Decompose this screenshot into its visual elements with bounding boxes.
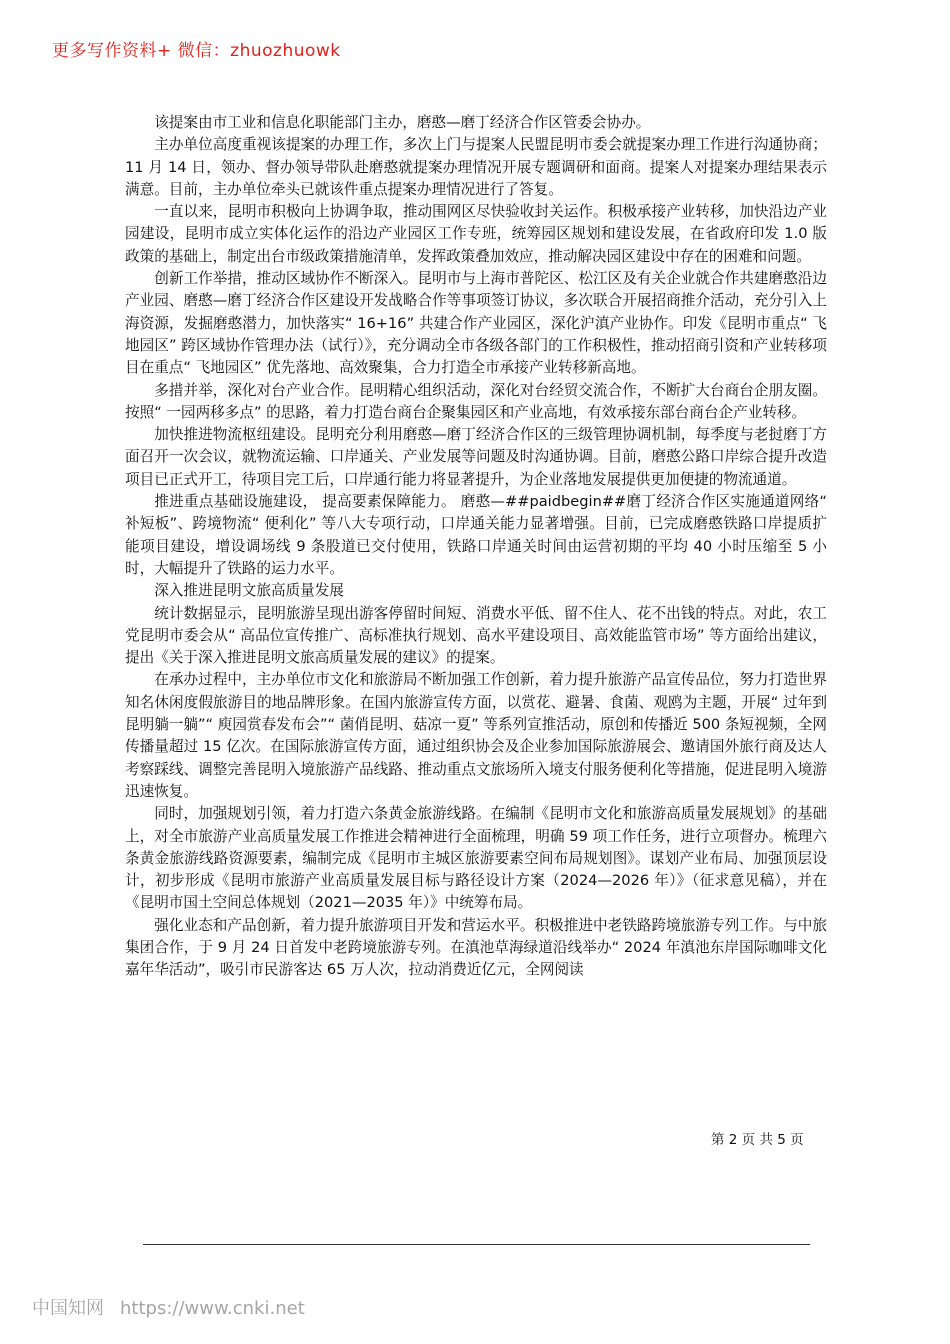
promo-banner: 更多写作资料+ 微信：zhuozhuowk <box>52 41 341 61</box>
paragraph-5: 多措并举，深化对台产业合作。昆明精心组织活动，深化对台经贸交流合作，不断扩大台商台企朋友圈。按照“ 一园两移多点” 的思路，着力打造台商台企聚集园区和产业高地，有效承接东部台商台企产业转移。 <box>125 381 827 421</box>
paragraph-10: 在承办过程中，主办单位市文化和旅游局不断加强工作创新，着力提升旅游产品宣传品位，努力打造世界知名休闲度假旅游目的地品牌形象。在国内旅游宣传方面，以赏花、避暑、食菌、观鸥为主题，开展“ 过年到昆明躺一躺”“ 庾园赏春发布会”“ 菌俏昆明、菇凉一夏” 等系列宣推活动，原创和传播近 500 条短视频，全网传播量超过 15 亿次。在国际旅游宣传方面，通过组织协会及企业参加国际旅游展会、邀请国外旅行商及达人考察踩线、调整完善昆明入境旅游产品线路、推动重点文旅场所入境支付服务便利化等措施，促进昆明入境游迅速恢复。 <box>125 671 827 800</box>
paragraph-9: 统计数据显示，昆明旅游呈现出游客停留时间短、消费水平低、留不住人、花不出钱的特点。对此，农工党昆明市委会从“ 高品位宣传推广、高标准执行规划、高水平建设项目、高效能监管市场” 等方面给出建议，提出《关于深入推进昆明文旅高质量发展的建议》的提案。 <box>125 604 827 667</box>
page-number: 第 2 页 共 5 页 <box>711 1132 804 1148</box>
paragraph-1: 该提案由市工业和信息化职能部门主办，磨憨—磨丁经济合作区管委会协办。 <box>154 114 651 131</box>
watermark-url: https://www.cnki.net <box>120 1298 305 1319</box>
section-heading: 深入推进昆明文旅高质量发展 <box>154 582 344 600</box>
paragraph-12: 强化业态和产品创新，着力提升旅游项目开发和营运水平。积极推进中老铁路跨境旅游专列工作。与中旅集团合作，于 9 月 24 日首发中老跨境旅游专列。在滇池草海绿道沿线举办“ 2024 年滇池东岸国际咖啡文化嘉年华活动”，吸引市民游客达 65 万人次，拉动消费近亿元，全网阅读 <box>125 916 827 979</box>
watermark-brand: 中国知网 <box>32 1298 104 1319</box>
paragraph-2: 主办单位高度重视该提案的办理工作，多次上门与提案人民盟昆明市委会就提案办理工作进行沟通协商；11 月 14 日，领办、督办领导带队赴磨憨就提案办理情况开展专题调研和面商。提案人对提案办理结果表示满意。目前，主办单位牵头已就该件重点提案办理情况进行了答复。 <box>125 136 827 198</box>
cnki-watermark <box>32 1294 305 1320</box>
footer-divider <box>143 1244 810 1245</box>
paragraph-3: 一直以来，昆明市积极向上协调争取，推动围网区尽快验收封关运作。积极承接产业转移，加快沿边产业园建设，昆明市成立实体化运作的沿边产业园区工作专班，统筹园区规划和建设发展，在省政府印发 1.0 版政策的基础上，制定出台市级政策措施清单，发挥政策叠加效应，推动解决园区建设中存在的困难和问题。 <box>125 203 827 265</box>
paragraph-11: 同时，加强规划引领，着力打造六条黄金旅游线路。在编制《昆明市文化和旅游高质量发展规划》的基础上，对全市旅游产业高质量发展工作推进会精神进行全面梳理，明确 59 项工作任务，进行立项督办。梳理六条黄金旅游线路资源要素，编制完成《昆明市主城区旅游要素空间布局规划图》。谋划产业布局、加强顶层设计，初步形成《昆明市旅游产业高质量发展目标与路径设计方案（2024—2026 年）》（征求意见稿），并在《昆明市国土空间总体规划（2021—2035 年）》中统筹布局。 <box>125 805 827 912</box>
paragraph-7: 推进重点基础设施建设， 提高要素保障能力。 磨憨—##paidbegin##磨丁经济合作区实施通道网络“ 补短板”、跨境物流“ 便利化” 等八大专项行动，口岸通关能力显著增强。目前，已完成磨憨铁路口岸提质扩能项目建设，增设调场线 9 条股道已交付使用，铁路口岸通关时间由运营初期的平均 40 小时压缩至 5 小时，大幅提升了铁路的运力水平。 <box>125 493 827 577</box>
document-body <box>125 112 827 982</box>
paragraph-4: 创新工作举措，推动区域协作不断深入。昆明市与上海市普陀区、松江区及有关企业就合作共建磨憨沿边产业园、磨憨—磨丁经济合作区建设开发战略合作等事项签订协议，多次联合开展招商推介活动，充分引入上海资源，发掘磨憨潜力，加快落实“ 16+16” 共建合作产业园区，深化沪滇产业协作。印发《昆明市重点“ 飞地园区” 跨区域协作管理办法（试行）》，充分调动全市各级各部门的工作积极性，推动招商引资和产业转移项目在重点“ 飞地园区” 优先落地、高效聚集，合力打造全市承接产业转移新高地。 <box>125 270 827 377</box>
paragraph-6: 加快推进物流枢纽建设。昆明充分利用磨憨—磨丁经济合作区的三级管理协调机制，每季度与老挝磨丁方面召开一次会议，就物流运输、口岸通关、产业发展等问题及时沟通协调。目前，磨憨公路口岸综合提升改造项目已正式开工，待项目完工后，口岸通行能力将显著提升，为企业落地发展提供更加便捷的物流通道。 <box>125 426 827 488</box>
